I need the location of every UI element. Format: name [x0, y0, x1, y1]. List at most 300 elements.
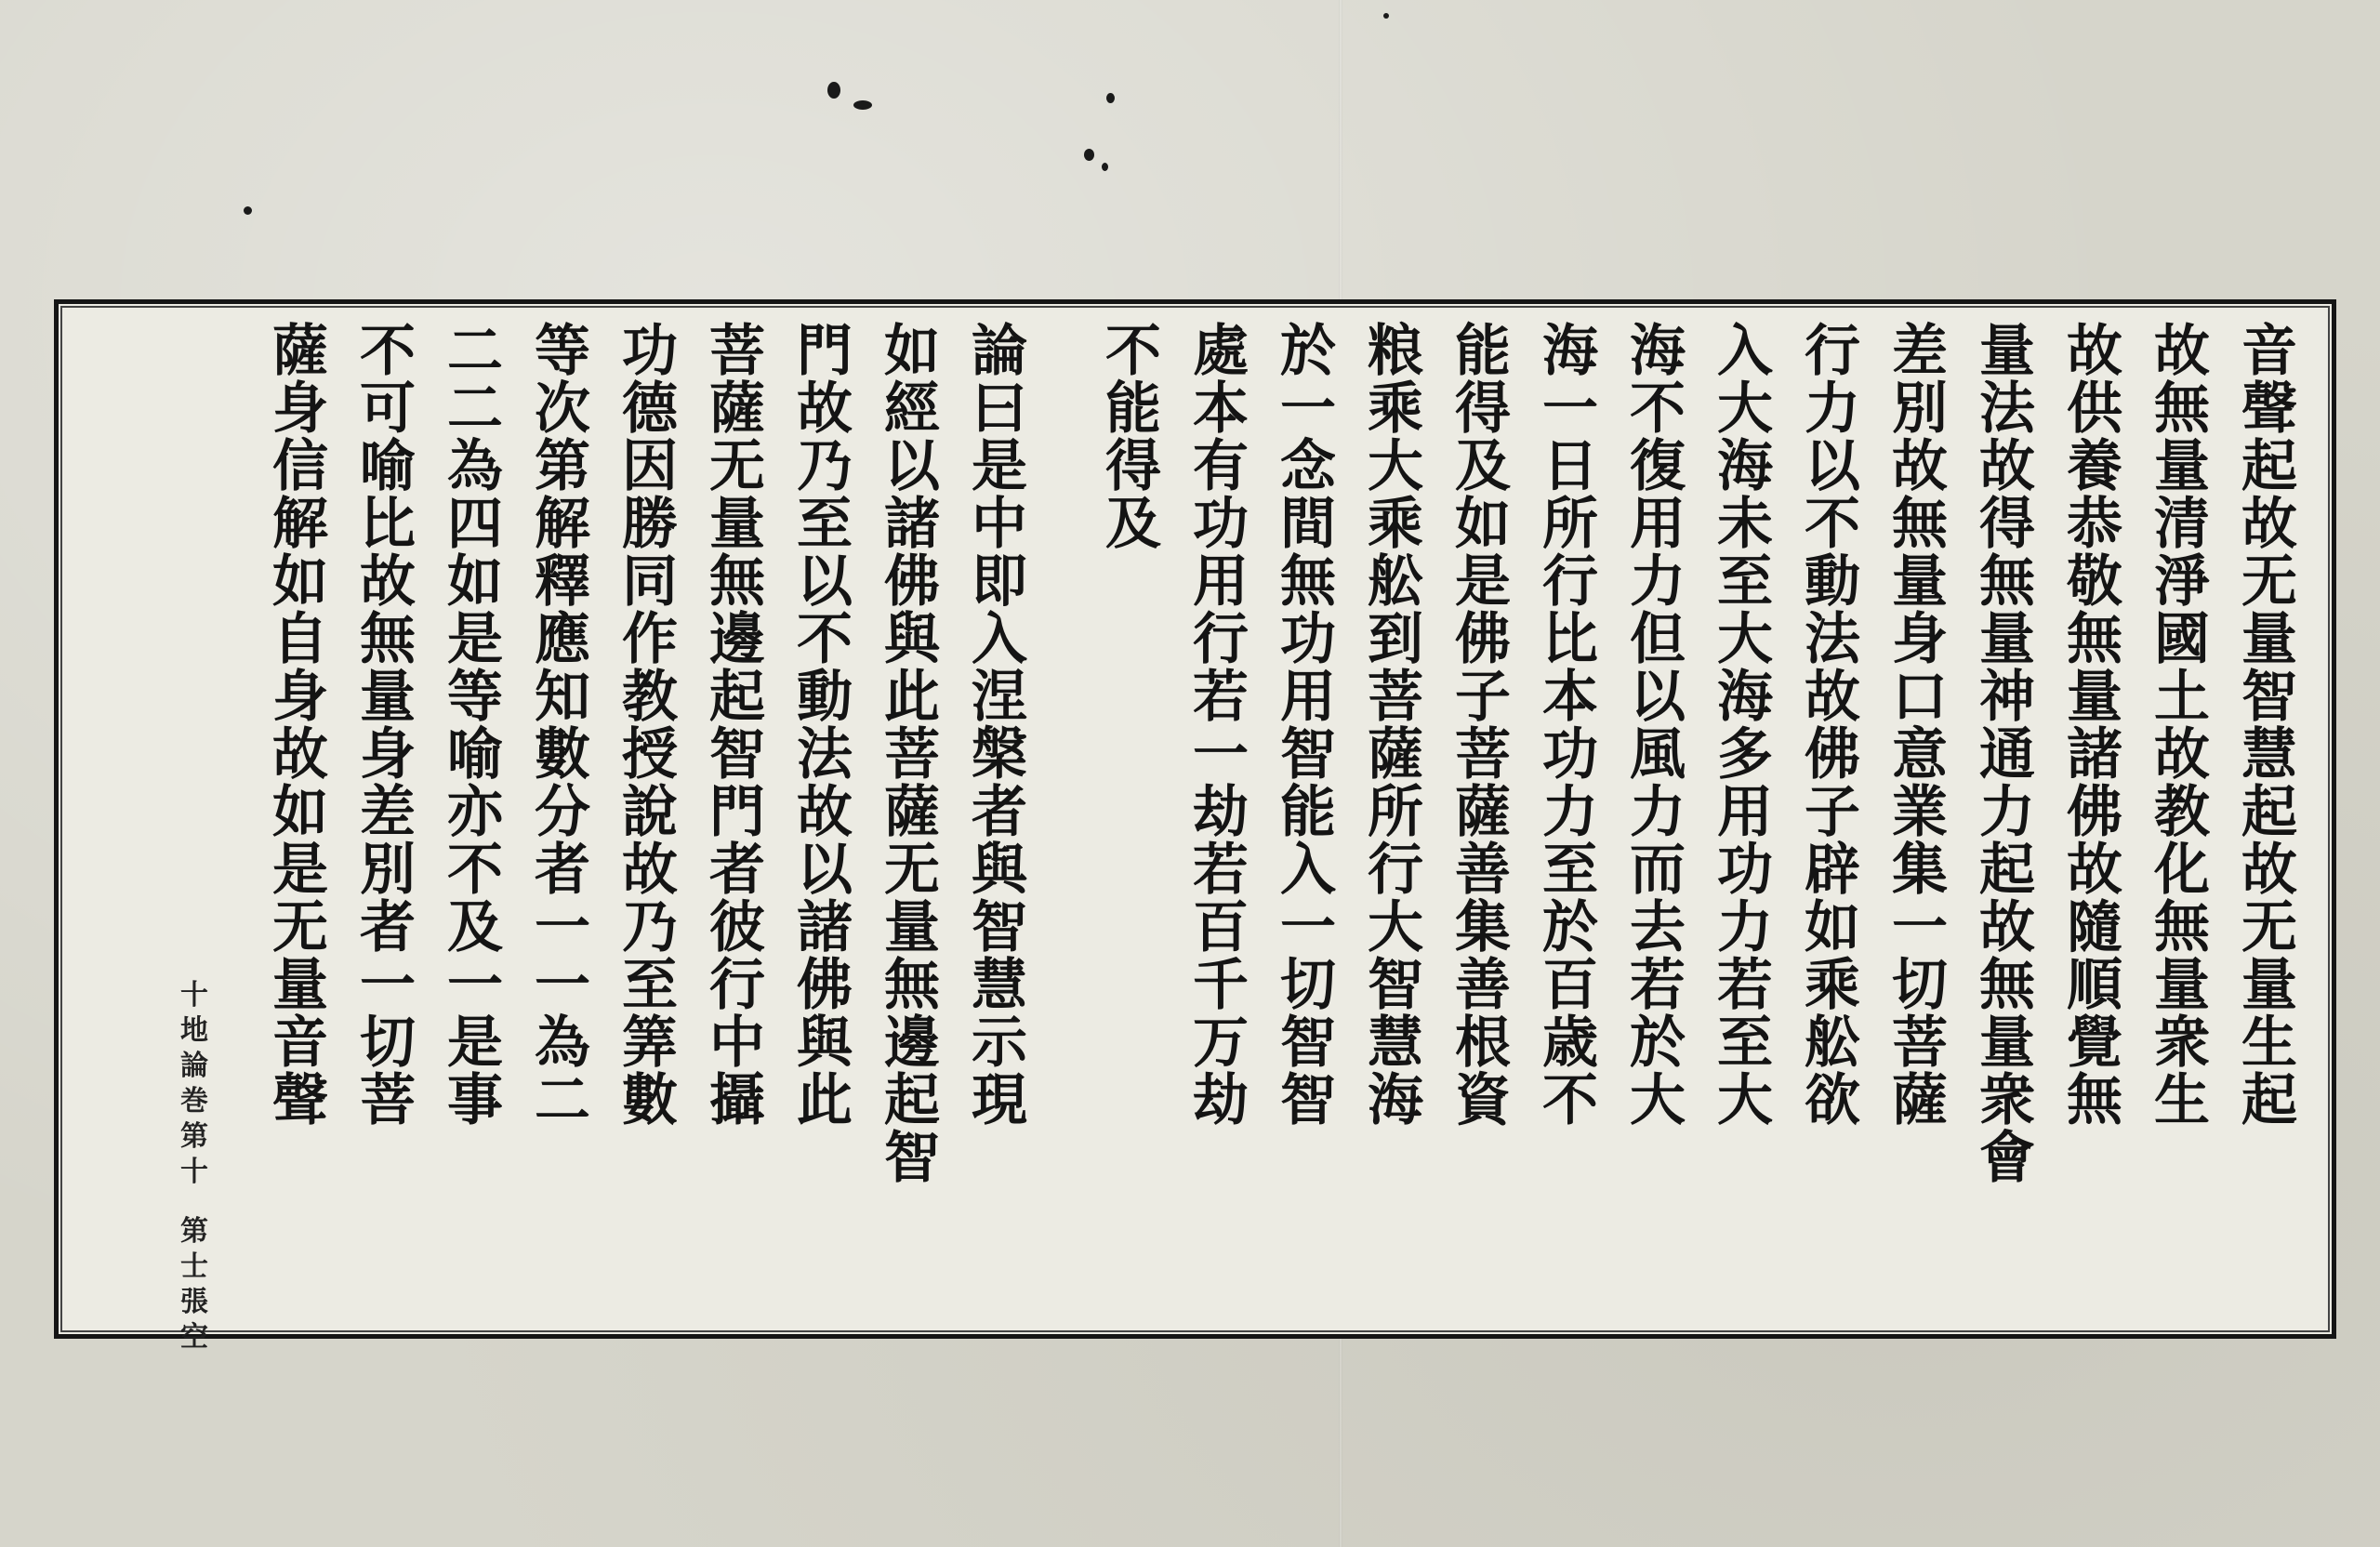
glyph: 子	[1455, 665, 1511, 730]
glyph: 起	[2241, 434, 2297, 499]
glyph: 筭	[622, 1011, 678, 1076]
text-column	[956, 319, 1043, 1308]
glyph: 至	[622, 953, 678, 1018]
glyph: 說	[622, 780, 678, 845]
glyph: 故	[2067, 319, 2122, 384]
glyph: 口	[1892, 665, 1948, 730]
glyph: 功	[1542, 722, 1598, 787]
glyph: 故	[2154, 319, 2210, 384]
glyph: 不	[797, 607, 853, 672]
glyph: 身	[1892, 607, 1948, 672]
glyph: 量	[2241, 953, 2297, 1018]
glyph: 乘	[1368, 492, 1423, 557]
glyph: 無	[2154, 895, 2210, 960]
glyph: 力	[1979, 780, 2035, 845]
text-column	[2051, 319, 2138, 1308]
glyph: 槃	[972, 722, 1027, 787]
glyph: 即	[972, 549, 1027, 615]
glyph: 海	[1542, 319, 1598, 384]
glyph: 海	[1630, 319, 1686, 384]
glyph: 集	[1892, 838, 1948, 903]
glyph: 切	[1280, 953, 1336, 1018]
glyph: 論	[972, 319, 1027, 384]
glyph: 衆	[1979, 1068, 2035, 1133]
glyph: 現	[972, 1068, 1027, 1133]
text-column	[694, 319, 781, 1308]
glyph: 諸	[797, 895, 853, 960]
glyph: 至	[1542, 838, 1598, 903]
glyph: 者	[535, 838, 590, 903]
glyph: 因	[622, 434, 678, 499]
glyph: 如	[447, 549, 503, 615]
text-column	[2138, 319, 2226, 1308]
glyph: 巻	[180, 1085, 208, 1117]
glyph: 聲	[272, 1068, 328, 1133]
text-column	[606, 319, 694, 1308]
glyph: 行	[709, 953, 765, 1018]
glyph: 得	[1455, 377, 1511, 442]
glyph: 但	[1630, 607, 1686, 672]
glyph: 授	[622, 722, 678, 787]
glyph: 切	[360, 1011, 416, 1076]
glyph: 四	[447, 492, 503, 557]
glyph: 佛	[1805, 722, 1860, 787]
glyph: 無	[709, 549, 765, 615]
glyph: 千	[1193, 953, 1249, 1018]
glyph: 可	[360, 377, 416, 442]
glyph: 智	[1368, 953, 1423, 1018]
glyph: 者	[709, 838, 765, 903]
glyph: 通	[1979, 722, 2035, 787]
glyph: 第	[535, 434, 590, 499]
glyph: 會	[1979, 1126, 2035, 1191]
glyph: 乘	[1805, 953, 1860, 1018]
glyph: 與	[972, 838, 1027, 903]
glyph: 薩	[709, 377, 765, 442]
glyph: 次	[535, 377, 590, 442]
glyph: 无	[2241, 895, 2297, 960]
glyph: 一	[1892, 895, 1948, 960]
glyph: 劫	[1193, 1068, 1249, 1133]
glyph: 第	[180, 1215, 208, 1248]
glyph: 與	[884, 607, 940, 672]
glyph: 敬	[2067, 549, 2122, 615]
woodblock-text-panel	[54, 299, 2336, 1354]
glyph: 欲	[1805, 1068, 1860, 1133]
glyph: 智	[709, 722, 765, 787]
glyph: 力	[1630, 549, 1686, 615]
glyph: 同	[622, 549, 678, 615]
text-column	[1527, 319, 1614, 1308]
glyph: 菩	[709, 319, 765, 384]
glyph: 差	[360, 780, 416, 845]
glyph: 作	[622, 607, 678, 672]
glyph: 量	[884, 895, 940, 960]
glyph: 薩	[272, 319, 328, 384]
glyph: 及	[1455, 434, 1511, 499]
glyph: 二	[535, 1068, 590, 1133]
colophon	[176, 978, 213, 1355]
glyph: 空	[180, 1321, 208, 1354]
glyph: 能	[1280, 780, 1336, 845]
glyph: 以	[1805, 434, 1860, 499]
glyph: 大	[1368, 895, 1423, 960]
glyph: 清	[2154, 492, 2210, 557]
glyph: 无	[272, 895, 328, 960]
text-column	[1352, 319, 1439, 1308]
glyph: 勝	[622, 492, 678, 557]
glyph: 經	[884, 377, 940, 442]
glyph: 海	[1368, 1068, 1423, 1133]
glyph: 地	[180, 1014, 208, 1047]
glyph: 用	[1280, 665, 1336, 730]
glyph: 及	[1105, 492, 1161, 557]
glyph: 善	[1455, 838, 1511, 903]
text-column	[519, 319, 606, 1308]
glyph: 音	[272, 1011, 328, 1076]
glyph: 業	[1892, 780, 1948, 845]
glyph: 功	[1193, 492, 1249, 557]
glyph: 二	[447, 319, 503, 384]
glyph: 生	[2241, 1011, 2297, 1076]
glyph: 所	[1542, 492, 1598, 557]
glyph: 菩	[360, 1068, 416, 1133]
glyph: 集	[1455, 895, 1511, 960]
glyph: 與	[797, 1011, 853, 1076]
glyph: 資	[1455, 1068, 1511, 1133]
glyph: 故	[2154, 722, 2210, 787]
glyph: 意	[1892, 722, 1948, 787]
glyph: 本	[1542, 665, 1598, 730]
glyph: 故	[2241, 492, 2297, 557]
glyph: 事	[447, 1068, 503, 1133]
glyph: 如	[272, 780, 328, 845]
glyph: 大	[1368, 434, 1423, 499]
text-column	[1614, 319, 1701, 1308]
ink-spot	[244, 206, 252, 215]
glyph: 及	[447, 895, 503, 960]
glyph: 无	[2241, 549, 2297, 615]
glyph: 二	[447, 377, 503, 442]
glyph: 所	[1368, 780, 1423, 845]
glyph: 淨	[2154, 549, 2210, 615]
glyph: 量	[2154, 434, 2210, 499]
glyph: 力	[1805, 377, 1860, 442]
glyph: 隨	[2067, 895, 2122, 960]
glyph: 以	[1630, 665, 1686, 730]
glyph: 如	[884, 319, 940, 384]
glyph: 以	[884, 434, 940, 499]
colophon-title	[176, 978, 213, 1190]
glyph: 中	[709, 1011, 765, 1076]
glyph: 分	[535, 780, 590, 845]
glyph: 順	[2067, 953, 2122, 1018]
glyph: 神	[1979, 665, 2035, 730]
glyph: 入	[972, 607, 1027, 672]
glyph: 佛	[1455, 607, 1511, 672]
glyph: 乃	[622, 895, 678, 960]
glyph: 行	[1805, 319, 1860, 384]
glyph: 解	[535, 492, 590, 557]
text-column	[1439, 319, 1527, 1308]
glyph: 得	[1979, 492, 2035, 557]
glyph: 力	[1630, 780, 1686, 845]
glyph: 一	[1193, 722, 1249, 787]
glyph: 得	[1105, 434, 1161, 499]
glyph: 故	[2241, 838, 2297, 903]
glyph: 至	[1717, 549, 1773, 615]
glyph: 量	[1979, 1011, 2035, 1076]
glyph: 教	[622, 665, 678, 730]
glyph: 恭	[2067, 492, 2122, 557]
glyph: 諸	[884, 492, 940, 557]
glyph: 風	[1630, 722, 1686, 787]
glyph: 故	[1892, 434, 1948, 499]
glyph: 量	[272, 953, 328, 1018]
glyph: 起	[884, 1068, 940, 1133]
glyph: 乃	[797, 434, 853, 499]
glyph: 論	[180, 1050, 208, 1082]
glyph: 涅	[972, 665, 1027, 730]
glyph: 故	[622, 838, 678, 903]
text-column	[868, 319, 956, 1308]
glyph: 入	[1280, 838, 1336, 903]
glyph: 无	[884, 838, 940, 903]
glyph: 故	[797, 780, 853, 845]
glyph: 量	[709, 492, 765, 557]
glyph: 入	[1717, 319, 1773, 384]
glyph: 十	[180, 979, 208, 1012]
glyph: 別	[360, 838, 416, 903]
glyph: 起	[2241, 1068, 2297, 1133]
glyph: 量	[2154, 953, 2210, 1018]
glyph: 曰	[972, 377, 1027, 442]
glyph: 邊	[709, 607, 765, 672]
glyph: 薩	[884, 780, 940, 845]
glyph: 應	[535, 607, 590, 672]
glyph: 歳	[1542, 1011, 1598, 1076]
glyph: 若	[1193, 665, 1249, 730]
glyph: 比	[360, 492, 416, 557]
glyph: 不	[1630, 377, 1686, 442]
glyph: 如	[1805, 895, 1860, 960]
text-column	[1701, 319, 1789, 1308]
glyph: 解	[272, 492, 328, 557]
glyph: 大	[1717, 1068, 1773, 1133]
text-column	[1789, 319, 1876, 1308]
glyph: 劫	[1193, 780, 1249, 845]
glyph: 等	[447, 665, 503, 730]
glyph: 不	[360, 319, 416, 384]
glyph: 化	[2154, 838, 2210, 903]
glyph: 不	[447, 838, 503, 903]
glyph: 身	[360, 722, 416, 787]
glyph: 菩	[884, 722, 940, 787]
glyph: 故	[272, 722, 328, 787]
glyph: 去	[1630, 895, 1686, 960]
glyph: 大	[1717, 607, 1773, 672]
glyph: 十	[180, 1156, 208, 1188]
text-column	[1177, 319, 1264, 1308]
glyph: 士	[180, 1250, 208, 1283]
glyph: 攝	[709, 1068, 765, 1133]
glyph: 音	[2241, 319, 2297, 384]
colophon-mark	[176, 1320, 213, 1355]
glyph: 至	[1717, 1011, 1773, 1076]
glyph: 等	[535, 319, 590, 384]
glyph: 於	[1542, 895, 1598, 960]
glyph: 無	[2067, 607, 2122, 672]
glyph: 國	[2154, 607, 2210, 672]
glyph: 數	[622, 1068, 678, 1133]
glyph: 量	[2067, 665, 2122, 730]
glyph: 數	[535, 722, 590, 787]
glyph: 不	[1805, 492, 1860, 557]
glyph: 是	[272, 838, 328, 903]
glyph: 衆	[2154, 1011, 2210, 1076]
glyph: 大	[1717, 377, 1773, 442]
ink-spot	[1383, 13, 1389, 19]
glyph: 而	[1630, 838, 1686, 903]
glyph: 菩	[1892, 1011, 1948, 1076]
glyph: 薩	[1455, 780, 1511, 845]
glyph: 慧	[2241, 722, 2297, 787]
glyph: 菩	[1368, 665, 1423, 730]
glyph: 無	[360, 607, 416, 672]
glyph: 諸	[2067, 722, 2122, 787]
glyph: 德	[622, 377, 678, 442]
glyph: 自	[272, 607, 328, 672]
glyph: 養	[2067, 434, 2122, 499]
glyph: 不	[1542, 1068, 1598, 1133]
glyph: 不	[1105, 319, 1161, 384]
glyph: 無	[884, 953, 940, 1018]
glyph: 若	[1630, 953, 1686, 1018]
glyph: 一	[360, 953, 416, 1018]
glyph: 佛	[797, 953, 853, 1018]
glyph: 海	[1717, 665, 1773, 730]
ink-spot	[1106, 93, 1115, 103]
glyph: 無	[1979, 953, 2035, 1018]
glyph: 喻	[360, 434, 416, 499]
glyph: 是	[972, 434, 1027, 499]
glyph: 是	[447, 607, 503, 672]
glyph: 一	[535, 953, 590, 1018]
glyph: 於	[1280, 319, 1336, 384]
glyph: 根	[1455, 1011, 1511, 1076]
glyph: 於	[1630, 1011, 1686, 1076]
glyph: 薩	[1368, 722, 1423, 787]
glyph: 本	[1193, 377, 1249, 442]
glyph: 若	[1717, 953, 1773, 1018]
glyph: 行	[1542, 549, 1598, 615]
glyph: 舩	[1368, 549, 1423, 615]
glyph: 故	[2067, 838, 2122, 903]
text-column	[1964, 319, 2051, 1308]
glyph: 力	[1542, 780, 1598, 845]
text-column	[1264, 319, 1352, 1308]
glyph: 法	[1805, 607, 1860, 672]
glyph: 身	[272, 377, 328, 442]
glyph: 復	[1630, 434, 1686, 499]
glyph: 故	[797, 377, 853, 442]
glyph: 海	[1717, 434, 1773, 499]
glyph: 知	[535, 665, 590, 730]
text-columns	[257, 319, 2313, 1308]
glyph: 故	[360, 549, 416, 615]
glyph: 別	[1892, 377, 1948, 442]
glyph: 覺	[2067, 1011, 2122, 1076]
glyph: 百	[1193, 895, 1249, 960]
glyph: 辟	[1805, 838, 1860, 903]
glyph: 如	[272, 549, 328, 615]
glyph: 佛	[2067, 780, 2122, 845]
glyph: 一	[447, 953, 503, 1018]
glyph: 門	[709, 780, 765, 845]
glyph: 示	[972, 1011, 1027, 1076]
glyph: 佛	[884, 549, 940, 615]
glyph: 力	[1717, 895, 1773, 960]
glyph: 到	[1368, 607, 1423, 672]
glyph: 法	[1979, 377, 2035, 442]
glyph: 无	[709, 434, 765, 499]
glyph: 至	[797, 492, 853, 557]
glyph: 行	[1368, 838, 1423, 903]
glyph: 万	[1193, 1011, 1249, 1076]
glyph: 起	[1979, 838, 2035, 903]
ink-spot	[1084, 149, 1094, 161]
glyph: 量	[1892, 549, 1948, 615]
glyph: 量	[360, 665, 416, 730]
glyph: 是	[447, 1011, 503, 1076]
glyph: 子	[1805, 780, 1860, 845]
glyph: 薩	[1892, 1068, 1948, 1133]
text-column	[344, 319, 431, 1308]
glyph: 為	[447, 434, 503, 499]
glyph: 智	[884, 1126, 940, 1191]
glyph: 乘	[1368, 377, 1423, 442]
glyph: 智	[1280, 722, 1336, 787]
glyph: 量	[1979, 319, 2035, 384]
glyph: 是	[1455, 549, 1511, 615]
glyph: 門	[797, 319, 853, 384]
glyph: 此	[884, 665, 940, 730]
text-column	[257, 319, 344, 1308]
glyph: 為	[535, 1011, 590, 1076]
glyph: 釋	[535, 549, 590, 615]
glyph: 生	[2154, 1068, 2210, 1133]
glyph: 故	[1979, 895, 2035, 960]
colophon-page	[176, 1214, 213, 1320]
glyph: 智	[1280, 1011, 1336, 1076]
glyph: 此	[797, 1068, 853, 1133]
glyph: 無	[1280, 549, 1336, 615]
glyph: 喻	[447, 722, 503, 787]
glyph: 一	[1542, 377, 1598, 442]
glyph: 邊	[884, 1011, 940, 1076]
glyph: 比	[1542, 607, 1598, 672]
glyph: 大	[1630, 1068, 1686, 1133]
glyph: 百	[1542, 953, 1598, 1018]
glyph: 一	[1280, 895, 1336, 960]
glyph: 動	[797, 665, 853, 730]
glyph: 起	[2241, 780, 2297, 845]
glyph: 慧	[972, 953, 1027, 1018]
glyph: 無	[1892, 492, 1948, 557]
glyph: 多	[1717, 722, 1773, 787]
text-column	[431, 319, 519, 1308]
glyph: 用	[1630, 492, 1686, 557]
